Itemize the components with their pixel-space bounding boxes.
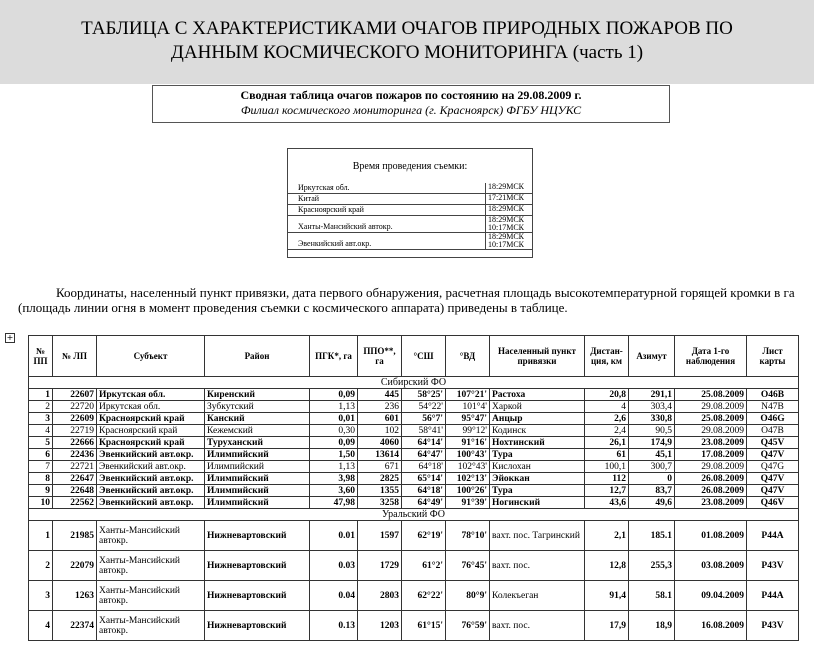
cell-subj: Ханты-Мансийский автокр. (97, 581, 205, 611)
cell-dist: 100,1 (585, 461, 629, 473)
cell-place: Эйоккан (490, 473, 585, 485)
cell-pp: 6 (29, 449, 53, 461)
cell-lp: 22719 (53, 425, 97, 437)
cell-lon: 91°39' (446, 497, 490, 509)
cell-place: вахт. пос. (490, 611, 585, 641)
cell-date: 29.08.2009 (675, 425, 747, 437)
cell-subj: Эвенкийский авт.окр. (97, 497, 205, 509)
column-header: Населенный пункт привязки (490, 336, 585, 377)
cell-pp: 3 (29, 413, 53, 425)
cell-ppo: 4060 (358, 437, 402, 449)
cell-district: Илимпийский (205, 473, 310, 485)
table-row (29, 425, 799, 437)
cell-lon: 100°43' (446, 449, 490, 461)
section-title: Уральский ФО (29, 509, 799, 521)
cell-lat: 64°18' (402, 485, 446, 497)
survey-region-name: Ханты-Мансийский автокр. (298, 222, 393, 231)
column-header: Лист карты (747, 336, 799, 377)
cell-lp: 22374 (53, 611, 97, 641)
cell-az: 58.1 (629, 581, 675, 611)
cell-subj: Иркутская обл. (97, 401, 205, 413)
cell-pgk: 1,50 (310, 449, 358, 461)
cell-sheet: Q47V (747, 473, 799, 485)
cell-date: 26.08.2009 (675, 473, 747, 485)
cell-lon: 78°10' (446, 521, 490, 551)
cell-lat: 64°49' (402, 497, 446, 509)
table-row (29, 581, 799, 611)
cell-pgk: 1,13 (310, 401, 358, 413)
slide-title-line1: ТАБЛИЦА С ХАРАКТЕРИСТИКАМИ ОЧАГОВ ПРИРОДНЫХ ПОЖАРОВ ПО (81, 18, 733, 39)
cell-ppo: 102 (358, 425, 402, 437)
table-row (29, 551, 799, 581)
table-row (29, 449, 799, 461)
column-header: °СШ (402, 336, 446, 377)
cell-lp: 22666 (53, 437, 97, 449)
cell-az: 0 (629, 473, 675, 485)
cell-dist: 4 (585, 401, 629, 413)
table-row (29, 473, 799, 485)
cell-az: 174,9 (629, 437, 675, 449)
cell-lat: 58°25' (402, 389, 446, 401)
description-line1: Координаты, населенный пункт привязки, дата первого обнаружения, расчетная площадь высокотемпературной горящей кромки в га (56, 285, 795, 300)
cell-az: 185.1 (629, 521, 675, 551)
cell-lp: 22436 (53, 449, 97, 461)
cell-ppo: 2825 (358, 473, 402, 485)
cell-az: 18,9 (629, 611, 675, 641)
cell-sheet: Q47V (747, 485, 799, 497)
column-header: № ПП (29, 336, 53, 377)
cell-lon: 100°26' (446, 485, 490, 497)
cell-place: Растоха (490, 389, 585, 401)
section-title: Сибирский ФО (29, 377, 799, 389)
cell-lp: 21985 (53, 521, 97, 551)
cell-pgk: 0.04 (310, 581, 358, 611)
cell-lon: 102°43' (446, 461, 490, 473)
cell-district: Нижневартовский (205, 521, 310, 551)
survey-time-title: Время проведения съемки: (352, 161, 468, 172)
cell-lp: 22607 (53, 389, 97, 401)
cell-pp: 7 (29, 461, 53, 473)
cell-az: 300,7 (629, 461, 675, 473)
cell-sheet: O47В (747, 425, 799, 437)
survey-region-name: Иркутская обл. (298, 183, 350, 192)
cell-az: 255,3 (629, 551, 675, 581)
cell-date: 29.08.2009 (675, 401, 747, 413)
cell-lp: 22721 (53, 461, 97, 473)
cell-date: 25.08.2009 (675, 389, 747, 401)
cell-date: 25.08.2009 (675, 413, 747, 425)
cell-az: 90,5 (629, 425, 675, 437)
survey-region-time: 18:29МСК (485, 183, 532, 193)
column-header: ПГК*, га (310, 336, 358, 377)
cell-district: Зубкутский (205, 401, 310, 413)
cell-lp: 22609 (53, 413, 97, 425)
cell-ppo: 601 (358, 413, 402, 425)
cell-pp: 10 (29, 497, 53, 509)
cell-pgk: 47,98 (310, 497, 358, 509)
cell-subj: Ханты-Мансийский автокр. (97, 611, 205, 641)
table-row (29, 521, 799, 551)
cell-pp: 4 (29, 425, 53, 437)
survey-region-name: Эвенкийский авт.окр. (298, 239, 372, 248)
cell-district: Илимпийский (205, 485, 310, 497)
cell-district: Канский (205, 413, 310, 425)
summary-subtitle: Филиал космического мониторинга (г. Красноярск) ФГБУ НЦУКС (240, 103, 582, 117)
column-header: Район (205, 336, 310, 377)
cell-lon: 99°12' (446, 425, 490, 437)
column-header: Дистан-ция, км (585, 336, 629, 377)
cell-lon: 76°59' (446, 611, 490, 641)
cell-lon: 101°4' (446, 401, 490, 413)
cell-place: Кислохан (490, 461, 585, 473)
slide-header (0, 0, 814, 84)
cell-dist: 112 (585, 473, 629, 485)
table-row (29, 497, 799, 509)
cell-lat: 58°41' (402, 425, 446, 437)
cell-sheet: O46В (747, 389, 799, 401)
cell-place: вахт. пос. (490, 551, 585, 581)
table-row (29, 389, 799, 401)
cell-lp: 1263 (53, 581, 97, 611)
survey-time-rows (288, 183, 532, 250)
description-line2: (площадь линии огня в момент проведения съемки с космического аппарата) приведены в таблице. (18, 300, 568, 315)
cell-subj: Ханты-Мансийский автокр. (97, 551, 205, 581)
cell-date: 17.08.2009 (675, 449, 747, 461)
cell-sheet: N47В (747, 401, 799, 413)
cell-subj: Иркутская обл. (97, 389, 205, 401)
cell-lat: 56°7' (402, 413, 446, 425)
cell-lat: 65°14' (402, 473, 446, 485)
column-header: Азимут (629, 336, 675, 377)
cell-lat: 54°22' (402, 401, 446, 413)
survey-region-time: 18:29МСК 10:17МСК (485, 216, 532, 232)
cell-lon: 107°21' (446, 389, 490, 401)
cell-sheet: Q47V (747, 449, 799, 461)
cell-date: 01.08.2009 (675, 521, 747, 551)
cell-pp: 4 (29, 611, 53, 641)
cell-lon: 95°47' (446, 413, 490, 425)
cell-ppo: 3258 (358, 497, 402, 509)
cell-place: вахт. пос. Тагринский (490, 521, 585, 551)
cell-sheet: P43V (747, 551, 799, 581)
cell-az: 330,8 (629, 413, 675, 425)
cell-lp: 22648 (53, 485, 97, 497)
cell-place: Колекъеган (490, 581, 585, 611)
fires-table (28, 335, 799, 641)
survey-region-time: 18:29МСК (485, 205, 532, 215)
cell-lat: 62°19' (402, 521, 446, 551)
cell-date: 29.08.2009 (675, 461, 747, 473)
cell-pgk: 0,09 (310, 389, 358, 401)
cell-ppo: 236 (358, 401, 402, 413)
summary-title: Сводная таблица очагов пожаров по состоянию на 29.08.2009 г. (240, 88, 582, 102)
cell-lon: 102°13' (446, 473, 490, 485)
cell-district: Илимпийский (205, 449, 310, 461)
cell-lon: 76°45' (446, 551, 490, 581)
survey-region-name: Красноярский край (298, 205, 364, 214)
cell-ppo: 1355 (358, 485, 402, 497)
cell-subj: Ханты-Мансийский автокр. (97, 521, 205, 551)
survey-region-name: Китай (298, 194, 320, 203)
cell-dist: 26,1 (585, 437, 629, 449)
cell-pgk: 0,09 (310, 437, 358, 449)
cell-dist: 12,7 (585, 485, 629, 497)
cell-pgk: 3,60 (310, 485, 358, 497)
cell-lon: 91°16' (446, 437, 490, 449)
column-header: ППО**, га (358, 336, 402, 377)
cell-sheet: Q47G (747, 461, 799, 473)
cell-dist: 43,6 (585, 497, 629, 509)
cell-place: Ногинский (490, 497, 585, 509)
cell-district: Илимпийский (205, 497, 310, 509)
column-header: °ВД (446, 336, 490, 377)
cell-lat: 64°47' (402, 449, 446, 461)
column-header: Дата 1-го наблюдения (675, 336, 747, 377)
table-row (29, 461, 799, 473)
cell-pp: 1 (29, 521, 53, 551)
cell-sheet: O46G (747, 413, 799, 425)
cell-subj: Красноярский край (97, 425, 205, 437)
table-header-row (29, 336, 799, 377)
table-row (29, 485, 799, 497)
cell-ppo: 671 (358, 461, 402, 473)
cell-subj: Эвенкийский авт.окр. (97, 461, 205, 473)
cell-sheet: P44A (747, 521, 799, 551)
survey-time-row (288, 233, 532, 250)
cell-lat: 61°2' (402, 551, 446, 581)
cell-dist: 12,8 (585, 551, 629, 581)
cell-dist: 91,4 (585, 581, 629, 611)
table-row (29, 413, 799, 425)
cell-date: 09.04.2009 (675, 581, 747, 611)
cell-district: Кежемский (205, 425, 310, 437)
cell-lon: 80°9' (446, 581, 490, 611)
cell-subj: Эвенкийский авт.окр. (97, 485, 205, 497)
cell-az: 303,4 (629, 401, 675, 413)
survey-time-row (288, 216, 532, 233)
cell-lp: 22079 (53, 551, 97, 581)
slide-title-line2: ДАННЫМ КОСМИЧЕСКОГО МОНИТОРИНГА (часть 1) (170, 42, 644, 63)
cell-lp: 22562 (53, 497, 97, 509)
cell-lat: 62°22' (402, 581, 446, 611)
expand-icon[interactable]: + (6, 333, 14, 342)
cell-pp: 8 (29, 473, 53, 485)
cell-pgk: 3,98 (310, 473, 358, 485)
table-row (29, 401, 799, 413)
cell-district: Нижневартовский (205, 611, 310, 641)
survey-region-time: 18:29МСК 10:17МСК (485, 233, 532, 249)
cell-subj: Эвенкийский авт.окр. (97, 449, 205, 461)
cell-pgk: 0.13 (310, 611, 358, 641)
cell-ppo: 2803 (358, 581, 402, 611)
cell-sheet: P43V (747, 611, 799, 641)
cell-district: Туруханский (205, 437, 310, 449)
cell-pp: 5 (29, 437, 53, 449)
cell-pp: 2 (29, 401, 53, 413)
table-row (29, 437, 799, 449)
cell-ppo: 1597 (358, 521, 402, 551)
cell-az: 49,6 (629, 497, 675, 509)
cell-place: Харкой (490, 401, 585, 413)
survey-time-box (287, 148, 533, 258)
cell-pgk: 0.01 (310, 521, 358, 551)
cell-place: Нохтинский (490, 437, 585, 449)
column-header: Субъект (97, 336, 205, 377)
cell-lat: 64°18' (402, 461, 446, 473)
cell-ppo: 1203 (358, 611, 402, 641)
cell-pp: 3 (29, 581, 53, 611)
section-row (29, 377, 799, 389)
survey-region-time: 17:21МСК (485, 194, 532, 204)
cell-date: 23.08.2009 (675, 497, 747, 509)
cell-dist: 2,4 (585, 425, 629, 437)
cell-pp: 9 (29, 485, 53, 497)
cell-district: Илимпийский (205, 461, 310, 473)
cell-place: Тура (490, 449, 585, 461)
cell-az: 291,1 (629, 389, 675, 401)
cell-pgk: 0,01 (310, 413, 358, 425)
cell-date: 23.08.2009 (675, 437, 747, 449)
cell-ppo: 13614 (358, 449, 402, 461)
cell-dist: 20,8 (585, 389, 629, 401)
cell-pp: 1 (29, 389, 53, 401)
cell-subj: Красноярский край (97, 413, 205, 425)
cell-district: Нижневартовский (205, 581, 310, 611)
cell-pgk: 0,30 (310, 425, 358, 437)
cell-place: Тура (490, 485, 585, 497)
cell-date: 16.08.2009 (675, 611, 747, 641)
cell-sheet: Q46V (747, 497, 799, 509)
cell-date: 26.08.2009 (675, 485, 747, 497)
cell-lat: 61°15' (402, 611, 446, 641)
cell-az: 45,1 (629, 449, 675, 461)
cell-district: Нижневартовский (205, 551, 310, 581)
cell-place: Кодинск (490, 425, 585, 437)
cell-subj: Эвенкийский авт.окр. (97, 473, 205, 485)
cell-ppo: 445 (358, 389, 402, 401)
column-header: № ЛП (53, 336, 97, 377)
cell-ppo: 1729 (358, 551, 402, 581)
cell-dist: 2,1 (585, 521, 629, 551)
cell-sheet: Q45V (747, 437, 799, 449)
cell-lat: 64°14' (402, 437, 446, 449)
cell-sheet: P44A (747, 581, 799, 611)
cell-date: 03.08.2009 (675, 551, 747, 581)
cell-lp: 22647 (53, 473, 97, 485)
table-row (29, 611, 799, 641)
cell-dist: 17,9 (585, 611, 629, 641)
cell-pgk: 1,13 (310, 461, 358, 473)
section-row (29, 509, 799, 521)
cell-place: Анцыр (490, 413, 585, 425)
cell-dist: 61 (585, 449, 629, 461)
cell-pgk: 0.03 (310, 551, 358, 581)
cell-dist: 2,6 (585, 413, 629, 425)
cell-district: Киренский (205, 389, 310, 401)
cell-lp: 22720 (53, 401, 97, 413)
cell-subj: Красноярский край (97, 437, 205, 449)
description (18, 285, 808, 315)
summary-box (152, 85, 670, 123)
cell-pp: 2 (29, 551, 53, 581)
cell-az: 83,7 (629, 485, 675, 497)
